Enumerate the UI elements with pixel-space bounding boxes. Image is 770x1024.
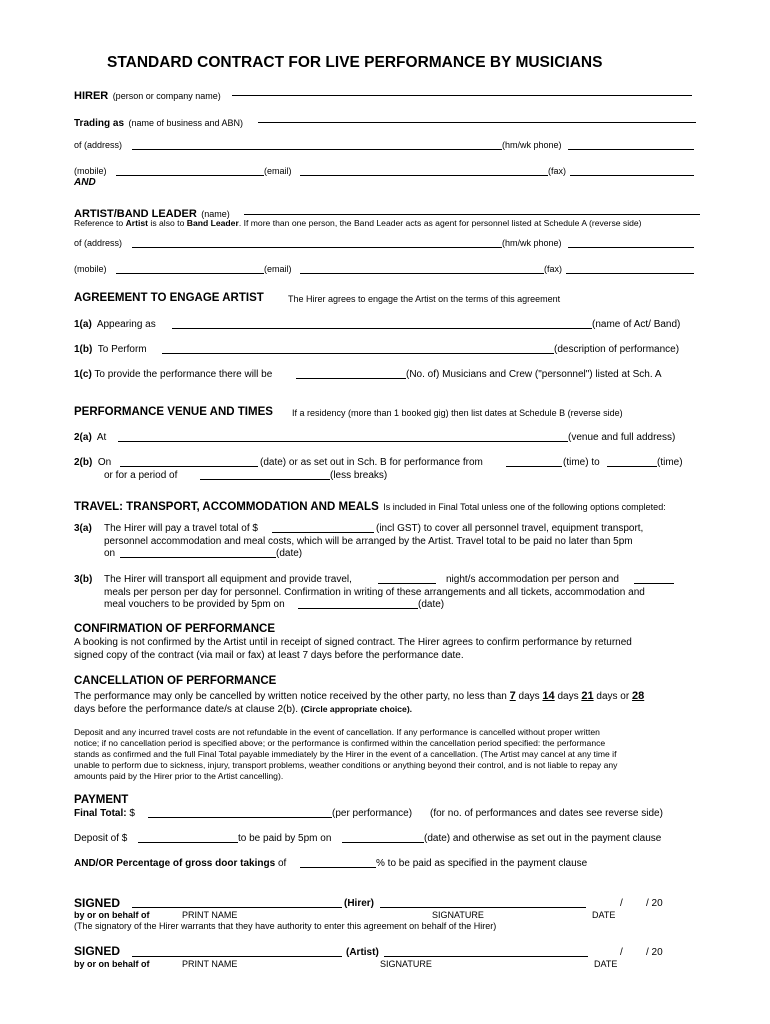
period-field[interactable] [200, 479, 330, 480]
clause-3a-line2: personnel accommodation and meal costs, which will be arranged by the Artist. Travel total to be paid no later than 5pm [104, 536, 633, 547]
hirer-date-caption: DATE [592, 910, 616, 920]
clause-1b [74, 344, 147, 356]
hirer-phone-label: (hm/wk phone) [502, 140, 562, 150]
option-21-days[interactable]: 21 [581, 690, 594, 702]
reference-mid: is also to [148, 218, 187, 228]
clause-3b-line3-pre: meal vouchers to be provided by 5pm on [104, 599, 285, 610]
agreement-note: The Hirer agrees to engage the Artist on the terms of this agreement [288, 294, 561, 304]
clause-3b-line1-pre: The Hirer will transport all equipment and provide travel, [104, 574, 352, 585]
artist-mobile-label: (mobile) [74, 264, 107, 274]
clause-1c-num: 1(c) [74, 369, 92, 380]
deposit-pre: Deposit of $ [74, 833, 128, 844]
artist-signature-field[interactable] [384, 956, 588, 957]
period-suffix: (less breaks) [330, 470, 388, 481]
artist-phone-field[interactable] [568, 247, 694, 248]
musician-count-field[interactable] [296, 378, 406, 379]
artist-mobile-field[interactable] [116, 273, 264, 274]
deposit-amount-field[interactable] [138, 842, 238, 843]
artist-label: ARTIST/BAND LEADER [74, 208, 197, 220]
clause-1a-num: 1(a) [74, 319, 92, 330]
hirer-address-field[interactable] [132, 149, 502, 150]
confirmation-line2: signed copy of the contract (via mail or fax) at least 7 days before the performance date. [74, 650, 464, 661]
artist-date-caption: DATE [594, 959, 618, 969]
reference-pre: Reference to [74, 218, 126, 228]
clause-3b-line2: meals per person per day for personnel. Confirmation in writing of these arrangements and all tickets, accommodation and [104, 587, 645, 598]
performance-date-suffix: (date) or as set out in Sch. B for performance from [260, 457, 483, 468]
venue-note: If a residency (more than 1 booked gig) then list dates at Schedule B (reverse side) [292, 408, 623, 418]
cancellation-para-2: notice; if no cancellation period is specified above; or the performance is confirmed within the cancellation period specified: the performance [74, 738, 606, 748]
musician-count-suffix: (No. of) Musicians and Crew ("personnel") listed at Sch. A [406, 369, 662, 380]
hirer-print-name-caption: PRINT NAME [182, 910, 238, 920]
signed-hirer-role: (Hirer) [344, 898, 375, 909]
hirer-print-name-field[interactable] [132, 907, 342, 908]
clause-2b-num: 2(b) [74, 457, 93, 468]
days-or-label: days or [596, 691, 630, 702]
clause-3a-line1 [104, 523, 258, 535]
days-label-1: days [518, 691, 540, 702]
hirer-email-field[interactable] [300, 175, 548, 176]
clause-1a-label: Appearing as [96, 319, 156, 330]
hirer-behalf: by or on behalf of [74, 910, 150, 920]
signed-artist-label: SIGNED [74, 944, 121, 958]
final-total-per: (per performance) [332, 808, 413, 819]
clause-3a-num: 3(a) [74, 523, 92, 534]
circle-choice-note: (Circle appropriate choice). [300, 704, 413, 714]
artist-address-label: of (address) [74, 238, 123, 248]
hirer-hint: (person or company name) [112, 91, 221, 101]
signed-artist-role: (Artist) [346, 947, 379, 958]
option-7-days[interactable]: 7 [509, 690, 516, 702]
door-takings-label: AND/OR Percentage of gross door takings [74, 858, 276, 869]
clause-3a-on: on [104, 548, 116, 559]
clause-2a [74, 432, 106, 444]
clause-3b-line1-post: night/s accommodation per person and [446, 574, 619, 585]
final-total-field[interactable] [148, 817, 332, 818]
artist-print-name-field[interactable] [132, 956, 342, 957]
cancellation-heading: CANCELLATION OF PERFORMANCE [74, 675, 277, 687]
artist-email-field[interactable] [300, 273, 544, 274]
signed-hirer-label: SIGNED [74, 896, 121, 910]
period-label: or for a period of [104, 470, 178, 481]
clause-2a-num: 2(a) [74, 432, 92, 443]
hirer-address-label: of (address) [74, 140, 123, 150]
artist-email-label: (email) [264, 264, 292, 274]
cancellation-para-5: amounts paid by the Hirer prior to the Artist cancelling). [74, 771, 284, 781]
final-total-label: Final Total: [74, 808, 127, 819]
travel-heading: TRAVEL: TRANSPORT, ACCOMMODATION AND MEALS [74, 501, 379, 513]
hirer-signature-caption: SIGNATURE [432, 910, 484, 920]
hirer-row [74, 86, 221, 104]
artist-phone-label: (hm/wk phone) [502, 238, 562, 248]
cancellation-line2 [74, 704, 412, 716]
door-takings-post: % to be paid as specified in the payment clause [376, 858, 588, 869]
cancellation-para-3: stands as confirmed and the full Final Total payable immediately by the Hirer in the event of a cancellation. (The Artist may cancel at any time if [74, 749, 617, 759]
venue-heading: PERFORMANCE VENUE AND TIMES [74, 406, 273, 418]
page-title: STANDARD CONTRACT FOR LIVE PERFORMANCE BY MUSICIANS [107, 54, 603, 71]
confirmation-heading: CONFIRMATION OF PERFORMANCE [74, 623, 276, 635]
start-time-suffix: (time) to [563, 457, 600, 468]
days-label-2: days [557, 691, 579, 702]
cancellation-line1-pre: The performance may only be cancelled by written notice received by the other party, no less than [74, 691, 507, 702]
hirer-email-label: (email) [264, 166, 292, 176]
artist-fax-field[interactable] [566, 273, 694, 274]
clause-1c-label: To provide the performance there will be [94, 369, 273, 380]
hirer-date-year: / 20 [646, 898, 663, 909]
hirer-label: HIRER [74, 90, 109, 102]
trading-label: Trading as [74, 118, 125, 129]
act-name-field[interactable] [172, 328, 592, 329]
deposit-mid: to be paid by 5pm on [238, 833, 332, 844]
clause-1a [74, 319, 156, 331]
option-28-days[interactable]: 28 [631, 690, 645, 702]
travel-total-pre: The Hirer will pay a travel total of $ [104, 523, 258, 534]
door-takings-of: of [277, 858, 287, 869]
venue-field[interactable] [118, 441, 568, 442]
final-total-row [74, 808, 135, 820]
hirer-phone-field[interactable] [568, 149, 694, 150]
door-percentage-field[interactable] [300, 867, 376, 868]
act-name-suffix: (name of Act/ Band) [592, 319, 681, 330]
deposit-post: (date) and otherwise as set out in the payment clause [424, 833, 662, 844]
hirer-date-slash: / [620, 898, 623, 909]
end-time-suffix: (time) [657, 457, 683, 468]
venue-suffix: (venue and full address) [568, 432, 676, 443]
travel-total-field[interactable] [272, 532, 374, 533]
clause-2a-label: At [96, 432, 107, 443]
artist-date-slash: / [620, 947, 623, 958]
cancellation-para-1: Deposit and any incurred travel costs are not refundable in the event of cancellation. If any performance is cancelled without proper written [74, 727, 600, 737]
reference-artist: Artist [125, 218, 149, 228]
door-takings-row [74, 858, 286, 870]
clause-2b-on: On [97, 457, 112, 468]
final-total-note: (for no. of performances and dates see reverse side) [430, 808, 663, 819]
reference-band: Band Leader [186, 218, 239, 228]
nights-field[interactable] [378, 583, 436, 584]
reference-post: . If more than one person, the Band Leader acts as agent for personnel listed at Schedule A (reverse side) [238, 218, 642, 228]
trading-hint: (name of business and ABN) [128, 118, 244, 128]
hirer-fax-label: (fax) [548, 166, 566, 176]
start-time-field[interactable] [506, 466, 562, 467]
option-14-days[interactable]: 14 [542, 690, 555, 702]
travel-date-suffix: (date) [276, 548, 303, 559]
vouchers-date-field[interactable] [298, 608, 418, 609]
trading-field[interactable] [258, 122, 696, 123]
artist-address-field[interactable] [132, 247, 502, 248]
artist-name-field[interactable] [244, 214, 700, 215]
trading-row [74, 113, 243, 131]
cancellation-line2-pre: days before the performance date/s at clause 2(b). [74, 704, 299, 715]
deposit-date-field[interactable] [342, 842, 424, 843]
clause-1b-label: To Perform [97, 344, 147, 355]
payment-heading: PAYMENT [74, 794, 129, 806]
artist-behalf: by or on behalf of [74, 959, 150, 969]
travel-heading-row [74, 497, 666, 515]
hirer-warrant-note: (The signatory of the Hirer warrants that they have authority to enter this agreement on behalf of the Hirer) [74, 921, 497, 931]
cancellation-line1 [74, 690, 644, 703]
clause-2b [74, 457, 111, 469]
final-total-dollar: $ [129, 808, 135, 819]
clause-1b-num: 1(b) [74, 344, 93, 355]
performance-description-field[interactable] [162, 353, 554, 354]
artist-signature-caption: SIGNATURE [380, 959, 432, 969]
vouchers-date-suffix: (date) [418, 599, 445, 610]
artist-fax-label: (fax) [544, 264, 562, 274]
travel-total-post: (incl GST) to cover all personnel travel, equipment transport, [376, 523, 644, 534]
artist-print-name-caption: PRINT NAME [182, 959, 238, 969]
hirer-mobile-label: (mobile) [74, 166, 107, 176]
hirer-mobile-field[interactable] [116, 175, 264, 176]
travel-date-field[interactable] [120, 557, 276, 558]
cancellation-para-4: unable to perform due to sickness, injury, transport problems, weather conditions or anything beyond their control, and is not liable to repay any [74, 760, 618, 770]
artist-hint: (name) [201, 209, 230, 219]
performance-description-suffix: (description of performance) [554, 344, 680, 355]
performance-date-field[interactable] [120, 466, 258, 467]
agreement-heading: AGREEMENT TO ENGAGE ARTIST [74, 292, 264, 304]
hirer-fax-field[interactable] [570, 175, 694, 176]
clause-3b-num: 3(b) [74, 574, 93, 585]
clause-1c [74, 369, 272, 381]
hirer-name-field[interactable] [232, 95, 692, 96]
artist-date-year: / 20 [646, 947, 663, 958]
and-label: AND [74, 177, 96, 188]
hirer-signature-field[interactable] [380, 907, 586, 908]
confirmation-line1: A booking is not confirmed by the Artist until in receipt of signed contract. The Hirer agrees to confirm performance by returned [74, 637, 632, 648]
travel-note: Is included in Final Total unless one of the following options completed: [383, 502, 666, 512]
end-time-field[interactable] [607, 466, 657, 467]
artist-reference-note [74, 218, 642, 229]
meals-field[interactable] [634, 583, 674, 584]
